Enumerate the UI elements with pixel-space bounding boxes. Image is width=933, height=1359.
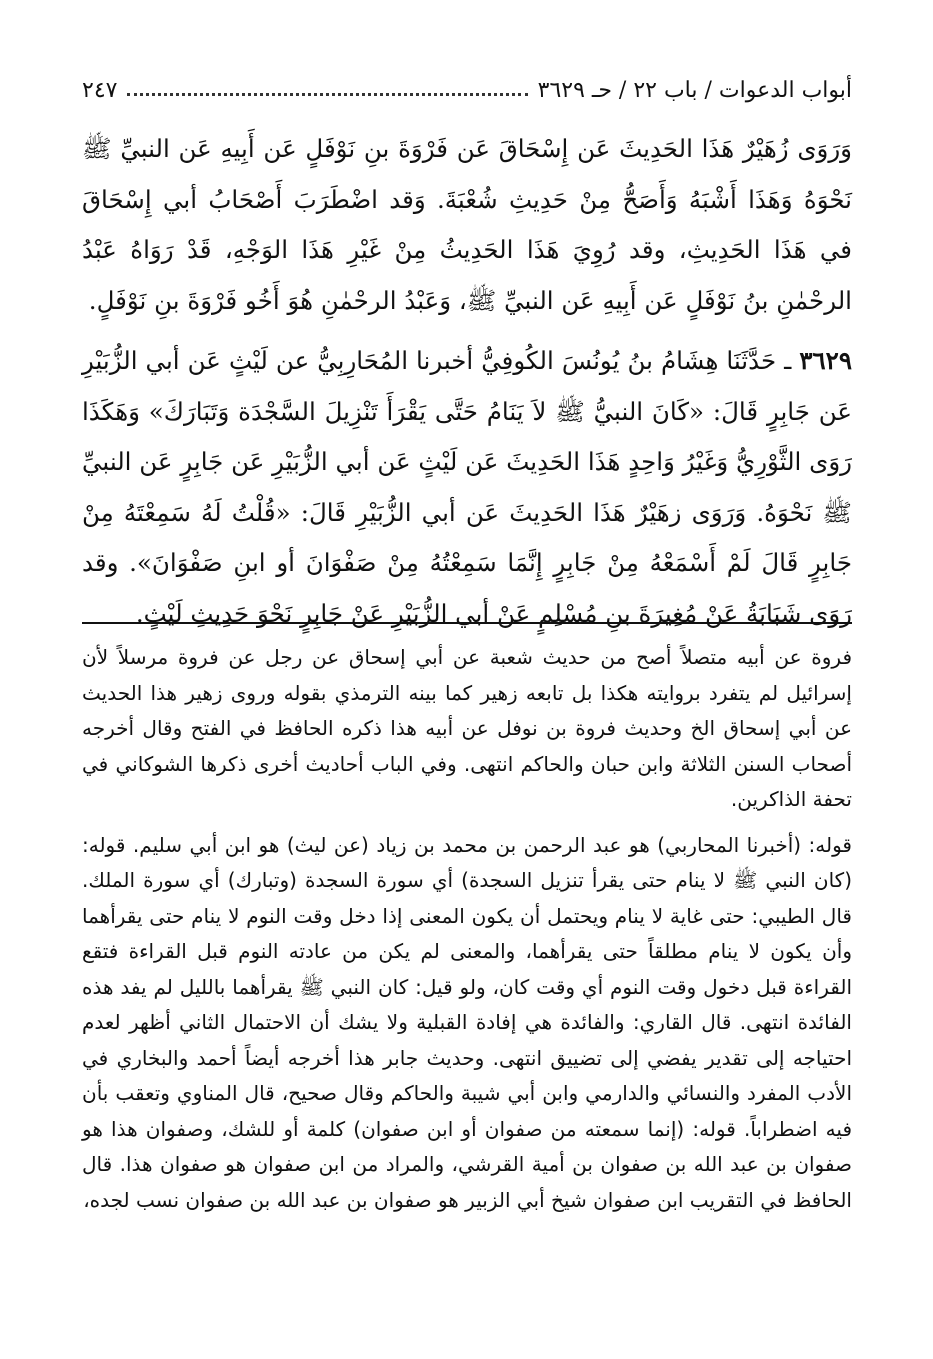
- page-number: ٢٤٧: [82, 77, 118, 103]
- commentary: [82, 640, 852, 1218]
- hadith-paragraph: [82, 336, 852, 639]
- main-text: [82, 124, 852, 639]
- main-paragraph: وَرَوَى زُهَيْرٌ هَذَا الحَدِيثَ عَن إِسْحَاقَ عَن فَرْوَةَ بنِ نَوْفَلٍ عَن أَبِيهِ عَن النبيِّ ﷺ نَحْوَهُ وَهَذَا أَشْبَهُ وَأَصَحُّ مِنْ حَدِيثِ شُعْبَةَ. وَقد اضْطَرَبَ أَصْحَابُ أبي إِسْحَاقَ في هَذَا الحَدِيثِ، وقد رُوِيَ هَذَا الحَدِيثُ مِنْ غَيْرِ هَذَا الوَجْهِ، قَدْ رَوَاهُ عَبْدُ الرحْمٰنِ بنُ نَوْفَلٍ عَن أَبِيهِ عَن النبيِّ ﷺ، وَعَبْدُ الرحْمٰنِ هُوَ أَخُو فَرْوَةَ بنِ نَوْفَلٍ.: [82, 134, 852, 315]
- footnote-divider: [82, 622, 852, 624]
- commentary-paragraph: فروة عن أبيه متصلاً أصح من حديث شعبة عن أبي إسحاق عن رجل عن فروة مرسلاً لأن إسرائيل لم يتفرد بروايته هكذا بل تابعه زهير كما بينه الترمذي بقوله وروى زهير هذا الحديث عن أبي إسحاق الخ وحديث فروة بن نوفل عن أبيه هذا ذكره الحافظ في الفتح وقال أخرجه أصحاب السنن الثلاثة وابن حبان والحاكم انتهى. وفي الباب أحاديث أخرى ذكرها الشوكاني في تحفة الذاكرين.: [82, 645, 852, 811]
- running-title: أبواب الدعوات / باب ٢٢ / حـ ٣٦٢٩: [537, 77, 852, 103]
- hadith-text: ـ حَدَّثَنَا هِشَامُ بنُ يُونُسَ الكُوفِيُّ أخبرنا المُحَارِبِيُّ عن لَيْثٍ عَن أبي الزُّبَيْرِ عَن جَابِرٍ قَالَ: «كَانَ النبيُّ ﷺ لاَ يَنَامُ حَتَّى يَقْرَأَ تَنْزِيلَ السَّجْدَة وَتَبَارَكَ» وَهَكَذَا رَوَى الثَّوْرِيُّ وَغَيْرُ وَاحِدٍ هَذَا الحَدِيثَ عَن لَيْثٍ عَن أبي الزُّبَيْرِ عَن جَابِرٍ عَن النبيِّ ﷺ نَحْوَهُ. وَرَوَى زهَيْرٌ هَذَا الحَدِيثَ عَن أبي الزُّبَيْرِ قَالَ: «قُلْتُ لَهُ سَمِعْتَهُ مِنْ جَابِرٍ قَالَ لَمْ أَسْمَعْهُ مِنْ جَابِرٍ إِنَّمَا سَمِعْتُهُ مِنْ صَفْوَانَ أو ابنِ صَفْوَانَ». وقد رَوَى شَبَابَةُ عَنْ مُغِيرَةَ بنِ مُسْلِمٍ عَنْ أبي الزُّبَيْرِ عَنْ جَابِرٍ نَحْوَ حَدِيثِ لَيْثٍ.: [82, 346, 852, 628]
- header-dot-leader: [127, 93, 527, 96]
- page-header: [82, 72, 852, 108]
- commentary-paragraph: قوله: (أخبرنا المحاربي) هو عبد الرحمن بن محمد بن زياد (عن ليث) هو ابن أبي سليم. قوله: (كان النبي ﷺ لا ينام حتى يقرأ تنزيل السجدة) أي سورة السجدة (وتبارك) أي سورة الملك. قال الطيبي: حتى غاية لا ينام ويحتمل أن يكون المعنى إذا دخل وقت النوم لا ينام حتى يقرأهما وأن يكون لا ينام مطلقاً حتى يقرأهما، والمعنى لم يكن من عادته النوم قبل القراءة فتقع القراءة قبل دخول وقت النوم أي وقت كان، ولو قيل: كان النبي ﷺ يقرأهما بالليل لم يفد هذه الفائدة انتهى. قال القاري: والفائدة هي إفادة القبلية ولا يشك أن الاحتمال الثاني أظهر لعدم احتياجه إلى تقدير يفضي إلى تضييق انتهى. وحديث جابر هذا أخرجه أيضاً أحمد والبخاري في الأدب المفرد والنسائي والدارمي وابن أبي شيبة والحاكم وقال صحيح، قال المناوي وتعقب بأن فيه اضطراباً. قوله: (إنما سمعته من صفوان أو ابن صفوان) كلمة أو للشك، وصفوان هذا هو صفوان بن عبد الله بن صفوان بن أمية القرشي، والمراد من ابن صفوان هو صفوان هذا. قال الحافظ في التقريب ابن صفوان شيخ أبي الزبير هو صفوان بن عبد الله بن صفوان نسب لجده،: [82, 832, 852, 1212]
- hadith-number: ٣٦٢٩: [799, 346, 852, 375]
